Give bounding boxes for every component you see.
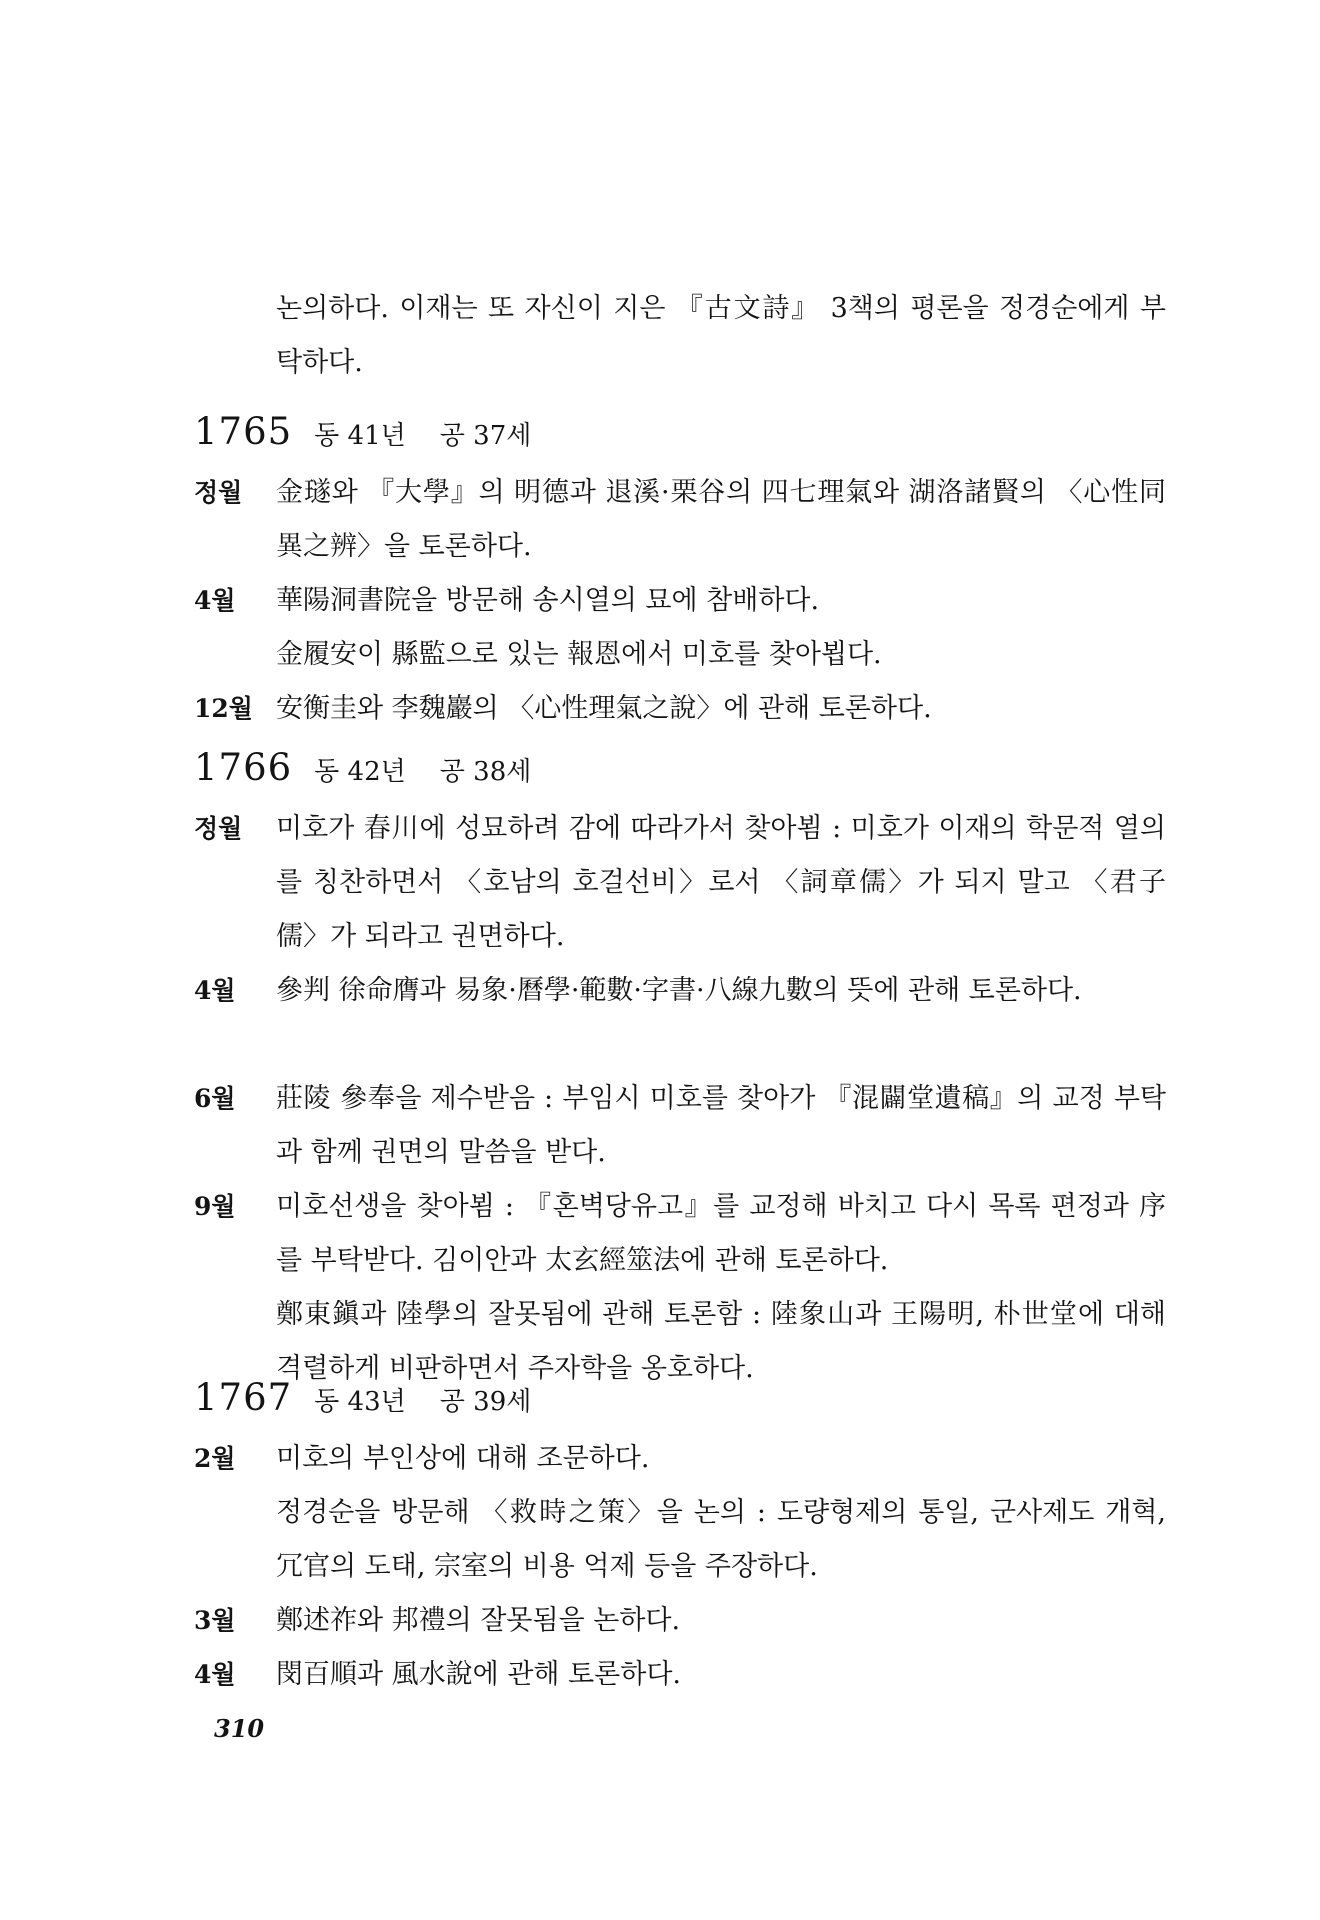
entry <box>194 1072 1166 1180</box>
entry-text: 鄭東鎭과 陸學의 잘못됨에 관해 토론함 : 陸象山과 王陽明, 朴世堂에 대해 격렬하게 비판하면서 주자학을 옹호하다. <box>276 1299 1166 1384</box>
entry-month: 4월 <box>194 586 236 615</box>
entry-month: 3월 <box>194 1606 236 1635</box>
year-number: 1765 <box>194 410 293 453</box>
entry <box>194 466 1166 574</box>
entry <box>194 1594 1166 1648</box>
entry <box>194 964 1166 1018</box>
year-heading <box>194 1376 1094 1432</box>
entry-text: 莊陵 參奉을 제수받음 : 부임시 미호를 찾아가 『混闢堂遺稿』의 교정 부탁과 함께 권면의 말씀을 받다. <box>276 1083 1166 1168</box>
entry-month: 4월 <box>194 976 236 1005</box>
entry-month: 정월 <box>194 478 243 507</box>
entry <box>194 1648 1166 1702</box>
age: 공 38세 <box>439 757 532 787</box>
entry-month: 4월 <box>194 1660 236 1689</box>
reign-year: 동 42년 <box>314 757 406 787</box>
year-heading <box>194 410 1094 466</box>
continuation-text: 논의하다. 이재는 또 자신이 지은 『古文詩』 3책의 평론을 정경순에게 부탁하다. <box>276 293 1166 378</box>
entry <box>194 802 1166 964</box>
entry-month: 9월 <box>194 1192 236 1221</box>
entry-text: 미호선생을 찾아뵘 : 『혼벽당유고』를 교정해 바치고 다시 목록 편정과 序를 부탁받다. 김이안과 太玄經筮法에 관해 토론하다. <box>276 1191 1166 1276</box>
entry-month: 6월 <box>194 1084 236 1113</box>
entry-text: 미호의 부인상에 대해 조문하다. <box>276 1443 650 1474</box>
reign-year: 동 43년 <box>314 1387 406 1417</box>
entry-text: 미호가 春川에 성묘하려 감에 따라가서 찾아뵘 : 미호가 이재의 학문적 열의를 칭찬하면서 〈호남의 호걸선비〉로서 〈詞章儒〉가 되지 말고 〈君子儒〉가 되라고 권면하다. <box>276 813 1166 952</box>
entry-text: 鄭述祚와 邦禮의 잘못됨을 논하다. <box>276 1605 681 1636</box>
entry-text: 金履安이 縣監으로 있는 報恩에서 미호를 찾아뵙다. <box>276 639 882 670</box>
age: 공 39세 <box>439 1387 532 1417</box>
page-number: 310 <box>214 1714 265 1743</box>
entry <box>194 682 1166 736</box>
entry-text: 華陽洞書院을 방문해 송시열의 묘에 참배하다. <box>276 585 820 616</box>
entry-text: 金璲와 『大學』의 明德과 退溪·栗谷의 四七理氣와 湖洛諸賢의 〈心性同異之辨〉을 토론하다. <box>276 477 1166 562</box>
entry-text: 參判 徐命膺과 易象·曆學·範數·字書·八線九數의 뜻에 관해 토론하다. <box>276 975 1082 1006</box>
entry-text: 安衡圭와 李魏巖의 〈心性理氣之說〉에 관해 토론하다. <box>276 693 932 724</box>
entry-text: 정경순을 방문해 〈救時之策〉을 논의 : 도량형제의 통일, 군사제도 개혁, 冗官의 도태, 宗室의 비용 억제 등을 주장하다. <box>276 1497 1166 1582</box>
entry <box>194 1180 1166 1396</box>
entry <box>194 574 1166 682</box>
reign-year: 동 41년 <box>314 421 406 451</box>
entry-month: 12월 <box>194 694 253 723</box>
entry-month: 정월 <box>194 814 243 843</box>
entry-month: 2월 <box>194 1444 236 1473</box>
entry-text: 閔百順과 風水說에 관해 토론하다. <box>276 1659 681 1690</box>
year-heading <box>194 746 1094 802</box>
entry <box>194 1432 1166 1594</box>
year-number: 1766 <box>194 746 293 789</box>
age: 공 37세 <box>439 421 532 451</box>
year-number: 1767 <box>194 1376 293 1419</box>
